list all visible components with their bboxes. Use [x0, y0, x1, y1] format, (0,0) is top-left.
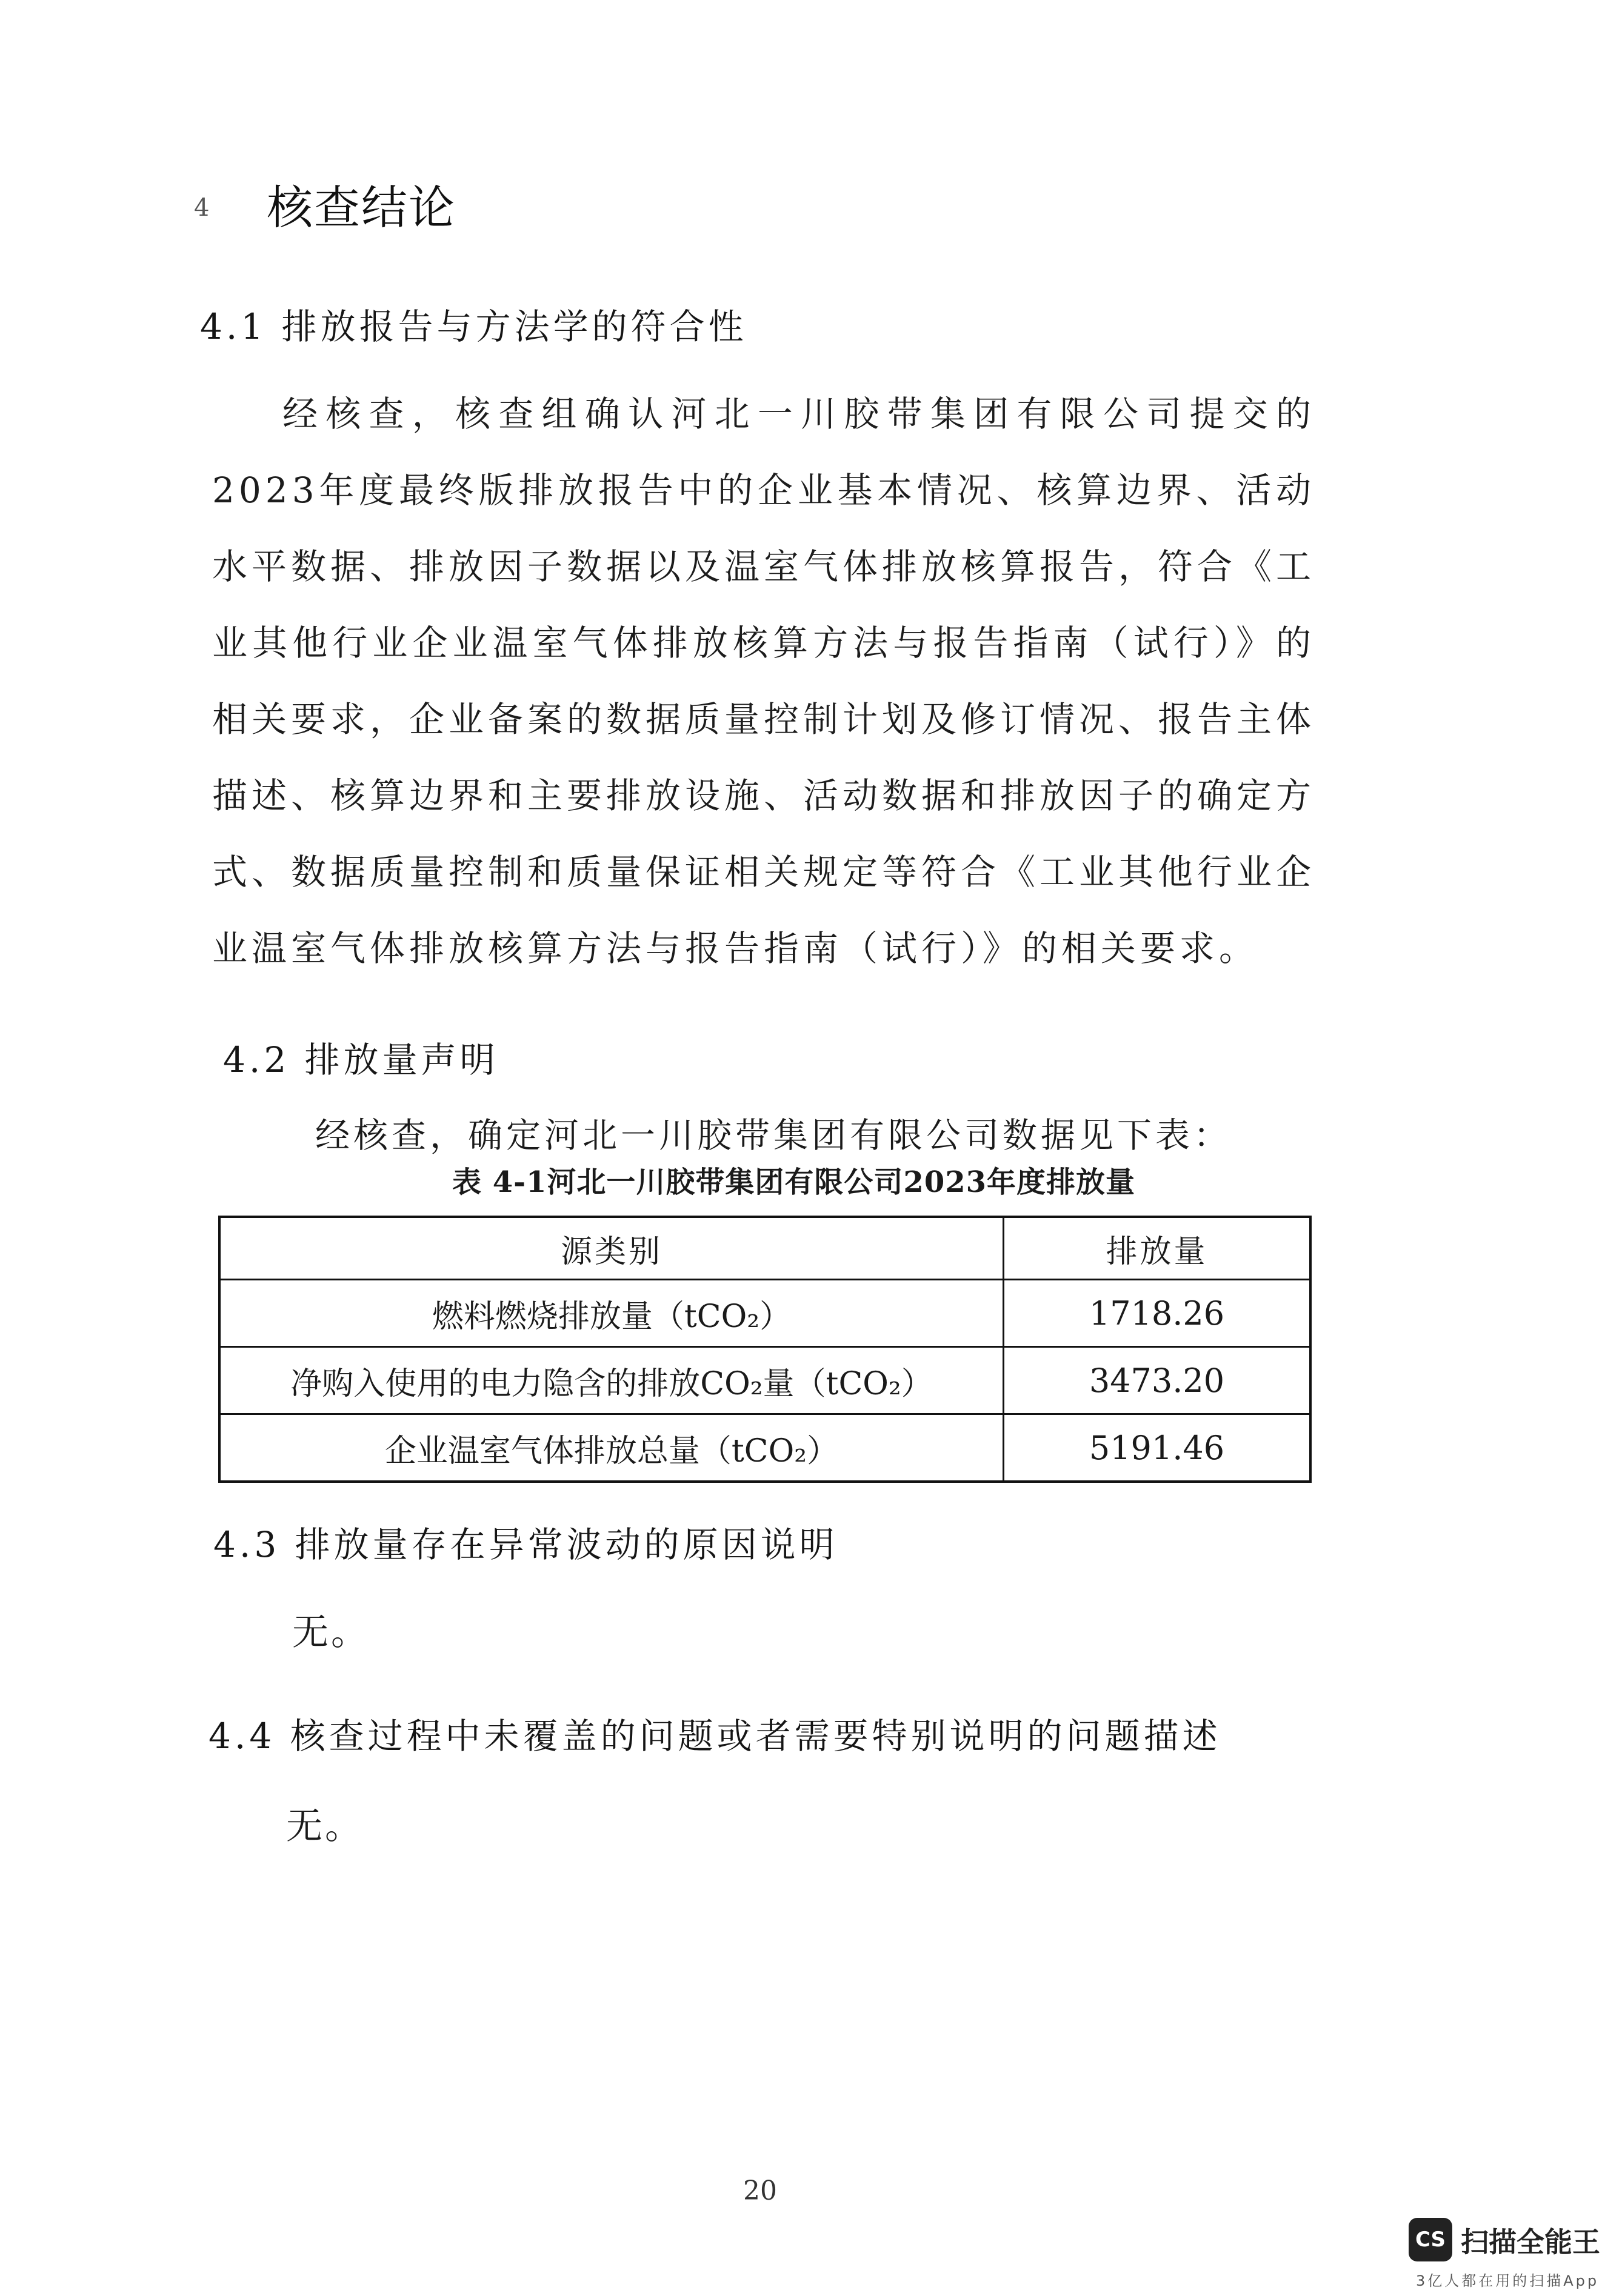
table-cell-source: 净购入使用的电力隐含的排放CO₂量（tCO₂）	[219, 1347, 1004, 1414]
section-4-2-intro: 经核查，确定河北一川胶带集团有限公司数据见下表：	[315, 1116, 1232, 1156]
table-cell-value: 1718.26	[1004, 1280, 1311, 1347]
table-cell-source: 企业温室气体排放总量（tCO₂）	[219, 1414, 1004, 1482]
table-cell-source: 燃料燃烧排放量（tCO₂）	[219, 1280, 1004, 1347]
column-header-source: 源类别	[219, 1217, 1004, 1280]
table-cell-value: 3473.20	[1004, 1347, 1311, 1414]
section-4-4-heading: 4.4 核查过程中未覆盖的问题或者需要特别说明的问题描述	[209, 1715, 1221, 1757]
chapter-title: 核查结论	[267, 181, 456, 235]
column-header-emissions: 排放量	[1004, 1217, 1311, 1280]
table-row	[219, 1414, 1310, 1482]
section-4-1-paragraph-text: 经核查，核查组确认河北一川胶带集团有限公司提交的2023年度最终版排放报告中的企业基本情况、核算边界、活动水平数据、排放因子数据以及温室气体排放核算报告，符合《工业其他行业企业温室气体排放核算方法与报告指南（试行）》的相关要求，企业备案的数据质量控制计划及修订情况、报告主体描述、核算边界和主要排放设施、活动数据和排放因子的确定方式、数据质量控制和质量保证相关规定等符合《工业其他行业企业温室气体排放核算方法与报告指南（试行）》的相关要求。	[212, 393, 1316, 969]
table-row	[219, 1347, 1310, 1414]
chapter-number: 4	[194, 194, 210, 222]
section-4-3-heading: 4.3 排放量存在异常波动的原因说明	[213, 1524, 838, 1565]
section-4-3-answer: 无。	[292, 1611, 370, 1654]
table-cell-value: 5191.46	[1004, 1414, 1311, 1482]
table-caption: 表 4-1河北一川胶带集团有限公司2023年度排放量	[452, 1165, 1136, 1199]
scanner-app-tagline: 3亿人都在用的扫描App	[1416, 2272, 1600, 2289]
page-number: 20	[743, 2175, 777, 2206]
section-4-4-answer: 无。	[286, 1805, 364, 1848]
scanner-app-brand: 扫描全能王	[1461, 2226, 1600, 2258]
section-4-1-paragraph	[212, 376, 1315, 987]
scanner-app-logo-icon: CS	[1409, 2218, 1452, 2261]
table-row	[219, 1280, 1310, 1347]
section-4-1-heading: 4.1 排放报告与方法学的符合性	[200, 306, 747, 347]
emissions-table	[218, 1216, 1312, 1483]
section-4-2-heading: 4.2 排放量声明	[223, 1039, 499, 1080]
table-header-row	[219, 1217, 1310, 1280]
